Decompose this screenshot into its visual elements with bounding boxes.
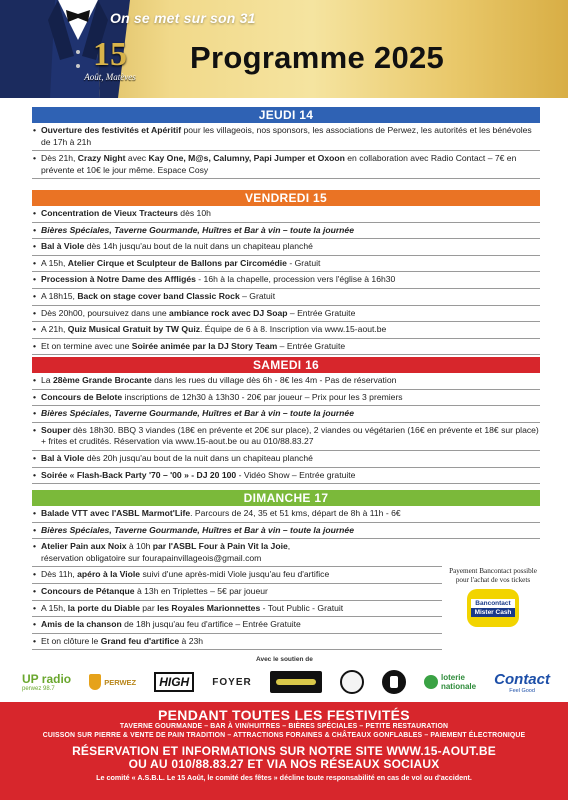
- list-item: • Bières Spéciales, Taverne Gourmande, Huîtres et Bar à vin – toute la journée: [32, 406, 540, 423]
- list-item: • A 21h, Quiz Musical Gratuit by TW Quiz. Équipe de 6 à 8. Inscription via www.15-aout.be: [32, 322, 540, 339]
- festival-logo: [80, 38, 140, 90]
- list-item: • A 18h15, Back on stage cover band Classic Rock – Gratuit: [32, 289, 540, 306]
- list-item: • Dès 11h, apéro à la Viole suivi d'une après-midi Viole jusqu'au feu d'artifice: [32, 567, 442, 584]
- payment-text: Payement Bancontact possible pour l'achat de vos tickets: [449, 567, 537, 584]
- section-heading-vendredi: VENDREDI 15: [32, 190, 540, 206]
- event-list: [32, 506, 442, 650]
- list-item: • Bières Spéciales, Taverne Gourmande, Huîtres et Bar à vin – toute la journée: [32, 223, 540, 240]
- list-item: • Bal à Viole dès 14h jusqu'au bout de la nuit dans un chapiteau planché: [32, 239, 540, 256]
- list-item: • Et on clôture le Grand feu d'artifice à 23h: [32, 634, 442, 651]
- section-heading-jeudi: JEUDI 14: [32, 107, 540, 123]
- list-item: • Concours de Pétanque à 13h en Triplettes – 5€ par joueur: [32, 584, 442, 601]
- sponsor-foyer: FOYER: [212, 676, 252, 688]
- list-item: • Concentration de Vieux Tracteurs dès 10h: [32, 206, 540, 223]
- mistercash-label: Mister Cash: [471, 608, 515, 617]
- sponsor-loterie: loterie nationale: [424, 673, 476, 691]
- section-samedi: [32, 357, 540, 484]
- sponsor-logos: [22, 664, 550, 700]
- list-item: • A 15h, la porte du Diable par les Royales Marionnettes - Tout Public - Gratuit: [32, 601, 442, 618]
- footer-banner: [0, 702, 568, 800]
- event-list: [32, 206, 540, 355]
- list-item: • Atelier Pain aux Noix à 10h par l'ASBL Four à Pain Vit la Joie, réservation obligatoire sur fourapainvillageois@gmail.com: [32, 539, 442, 567]
- list-item: • Et on termine avec une Soirée animée par la DJ Story Team – Entrée Gratuite: [32, 339, 540, 356]
- list-item: • Concours de Belote inscriptions de 12h30 à 13h30 - 20€ par joueur – Prix pour les 3 premiers: [32, 390, 540, 407]
- list-item: • Amis de la chanson de 18h jusqu'au feu d'artifice – Entrée Gratuite: [32, 617, 442, 634]
- tagline: On se met sur son 31: [110, 10, 256, 26]
- section-heading-dimanche: DIMANCHE 17: [32, 490, 540, 506]
- list-item: • A 15h, Atelier Cirque et Sculpteur de Ballons par Circomédie - Gratuit: [32, 256, 540, 273]
- list-item: • La 28ème Grande Brocante dans les rues du village dès 6h - 8€ les 4m - Pas de réservation: [32, 373, 540, 390]
- section-heading-samedi: SAMEDI 16: [32, 357, 540, 373]
- section-jeudi: [32, 107, 540, 179]
- logo-script: Août, Matèves: [84, 72, 136, 82]
- footer-disclaimer: Le comité « A.S.B.L. Le 15 Août, le comité des fêtes » décline toute responsabilité en cas de vol ou d'accident.: [96, 773, 472, 782]
- footer-services-2: CUISSON SUR PIERRE & VENTE DE PAIN TRADITION – ATTRACTIONS FORAINES & CHÂTEAUX GONFLABLES – PAIEMENT ÉLECTRONIQUE: [42, 731, 526, 739]
- event-list: [32, 123, 540, 179]
- list-item: • Souper dès 18h30. BBQ 3 viandes (18€ en prévente et 20€ sur place), 2 viandes ou végétarien (16€ en prévente et 18€ sur place) + frites et crudités. Réservation via www.15-aout.be ou au 010/88.83.27: [32, 423, 540, 451]
- footer-reservation: RÉSERVATION ET INFORMATIONS SUR NOTRE SITE WWW.15-AOUT.BE: [72, 744, 496, 758]
- footer-phone: OU AU 010/88.83.27 ET VIA NOS RÉSEAUX SOCIAUX: [128, 756, 440, 771]
- header-banner: [0, 0, 568, 98]
- sponsor-perwez: PERWEZ: [89, 674, 136, 690]
- section-vendredi: [32, 190, 540, 355]
- list-item: • Ouverture des festivités et Apéritif pour les villageois, nos sponsors, les associations de Perwez, les autorités et les bénévoles de 17h à 21h: [32, 123, 540, 151]
- footer-services-1: TAVERNE GOURMANDE – BAR À VIN/HUITRES – BIÈRES SPÉCIALES – PETITE RESTAURATION: [119, 723, 449, 730]
- footer-title: PENDANT TOUTES LES FESTIVITÉS: [158, 707, 410, 723]
- perwez-crest-icon: [89, 674, 101, 690]
- list-item: • Procession à Notre Dame des Affligés - 16h à la chapelle, procession vers l'église à 16h30: [32, 272, 540, 289]
- list-item: • Bières Spéciales, Taverne Gourmande, Huîtres et Bar à vin – toute la journée: [32, 523, 540, 540]
- bancontact-label: Bancontact: [471, 599, 515, 608]
- sponsor-high: HIGH: [154, 672, 194, 692]
- list-item: • Balade VTT avec l'ASBL Marmot'Life. Parcours de 24, 35 et 51 kms, départ de 8h à 11h - 6€: [32, 506, 540, 523]
- page-title: Programme 2025: [190, 40, 445, 75]
- list-item: • Dès 21h, Crazy Night avec Kay One, M@s, Calumny, Papi Jumper et Oxoon en collaboration avec Radio Contact – 7€ en prévente et 10€ le jour même. Espace Cosy: [32, 151, 540, 179]
- event-list: [32, 373, 540, 484]
- logo-number: 15: [93, 36, 127, 73]
- sponsors-title: Avec le soutien de: [256, 656, 313, 663]
- sponsor-upradio: UP radio perwez 98.7: [22, 672, 72, 692]
- bancontact-notice: [446, 567, 540, 627]
- bancontact-logo: [467, 589, 519, 627]
- sponsor-black-logo: [270, 671, 322, 693]
- sponsor-round-logo-1: [340, 670, 364, 694]
- list-item: • Dès 20h00, poursuivez dans une ambiance rock avec DJ Soap – Entrée Gratuite: [32, 306, 540, 323]
- loterie-clover-icon: [424, 675, 438, 689]
- list-item: • Bal à Viole dès 20h jusqu'au bout de la nuit dans un chapiteau planché: [32, 451, 540, 468]
- sponsor-round-logo-2: [382, 670, 406, 694]
- list-item: • Soirée « Flash-Back Party '70 – '00 » - DJ 20 100 - Vidéo Show – Entrée gratuite: [32, 468, 540, 485]
- sponsor-contact: Contact Feel Good: [494, 670, 550, 694]
